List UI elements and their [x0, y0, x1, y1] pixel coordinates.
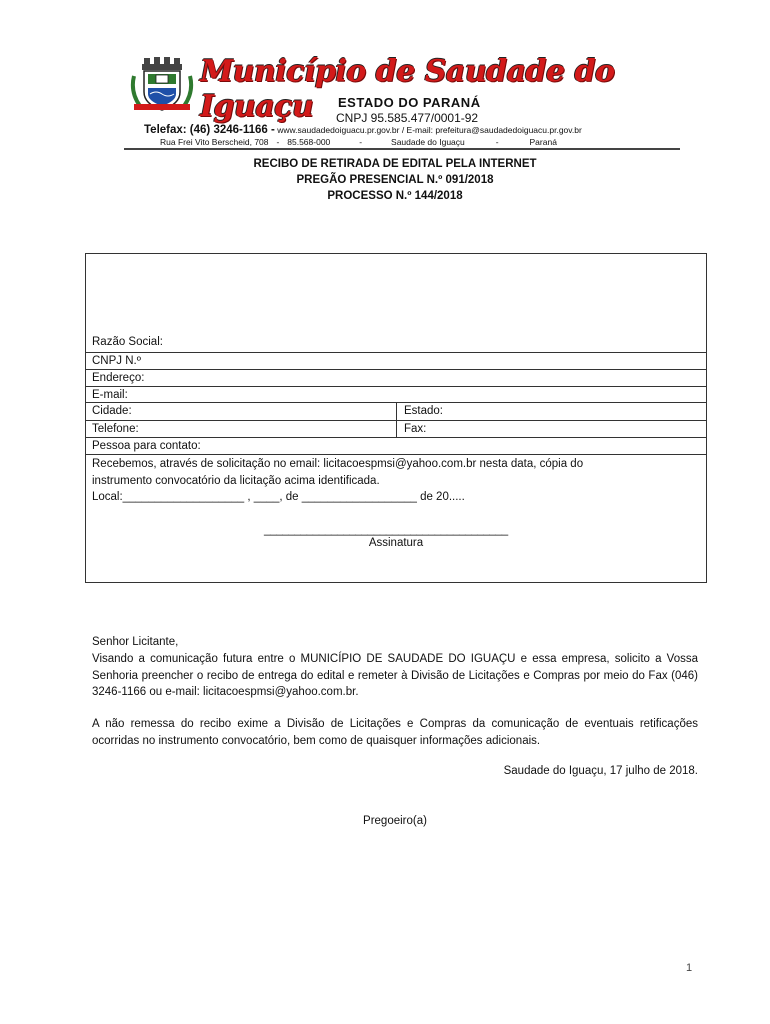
document-date: Saudade do Iguaçu, 17 julho de 2018. — [503, 765, 698, 777]
paragraph-communication: Visando a comunicação futura entre o MUNICÍPIO DE SAUDADE DO IGUAÇU e essa empresa, solicito a Vossa Senhoria preencher o recibo de entrega do edital e remeter à Divisão de Licitações e Compras por meio do Fax (046) 3246-1166 ou e-mail: licitacoespmsi@yahoo.com.br. — [92, 653, 698, 698]
endereco-field[interactable]: Endereço: — [92, 372, 145, 384]
pessoa-contato-field[interactable]: Pessoa para contato: — [92, 440, 201, 452]
signature-line[interactable]: ________________________________________ — [264, 524, 508, 536]
signer-title: Pregoeiro(a) — [363, 815, 427, 827]
telefone-fax-row — [86, 420, 706, 438]
notice-divider — [86, 454, 706, 455]
address-separator: - — [359, 137, 363, 147]
endereco-row — [86, 369, 706, 387]
header-divider — [124, 148, 680, 150]
page-number: 1 — [686, 962, 693, 974]
notice-line-2: instrumento convocatório da licitação acima identificada. — [92, 474, 380, 487]
address-line — [160, 137, 557, 147]
address-state: Paraná — [529, 137, 557, 147]
email-field[interactable]: E-mail: — [92, 389, 128, 401]
title-line-3: PROCESSO N.º 144/2018 — [327, 190, 463, 202]
local-date-field[interactable]: Local:___________________ , ____, de __________________ de 20..... — [92, 491, 465, 503]
fax-field[interactable]: Fax: — [404, 423, 427, 435]
title-line-1: RECIBO DE RETIRADA DE EDITAL PELA INTERNET — [253, 158, 537, 170]
column-divider — [396, 403, 397, 421]
email-row — [86, 386, 706, 403]
address-separator: - — [276, 137, 280, 147]
municipal-coat-of-arms-icon — [128, 54, 196, 116]
paragraph-notice: A não remessa do recibo exime a Divisão de Licitações e Compras da comunicação de eventuais retificações ocorridas no instrumento convocatório, bem como de quaisquer informações adicionais. — [92, 718, 698, 747]
receipt-form — [85, 253, 707, 583]
signature-label: Assinatura — [368, 537, 424, 549]
telefone-field[interactable]: Telefone: — [92, 423, 139, 435]
document-title — [0, 156, 770, 204]
header-email: / E-mail: prefeitura@saudadedoiguacu.pr.gov.br — [401, 125, 582, 135]
address-city: Saudade do Iguaçu — [391, 137, 465, 147]
estado-field[interactable]: Estado: — [404, 405, 443, 417]
state-name: ESTADO DO PARANÁ — [338, 95, 481, 110]
contact-line — [144, 124, 582, 136]
header-cnpj: CNPJ 95.585.477/0001-92 — [336, 111, 479, 125]
address-street: Rua Frei Vito Berscheid, 708 — [160, 137, 269, 147]
greeting: Senhor Licitante, — [92, 636, 179, 648]
letterhead — [126, 52, 682, 148]
receipt-notice — [92, 456, 692, 506]
notice-line-1: Recebemos, através de solicitação no email: licitacoespmsi@yahoo.com.br nesta data, cópia do — [92, 458, 584, 470]
address-separator: - — [495, 137, 499, 147]
telefax: Telefax: (46) 3246-1166 - — [144, 124, 275, 136]
pessoa-contato-row — [86, 437, 706, 455]
municipality-name: Município de Saudade do Iguaçu — [200, 54, 615, 124]
title-line-2: PREGÃO PRESENCIAL N.º 091/2018 — [296, 174, 494, 186]
cnpj-field[interactable]: CNPJ N.º — [92, 355, 141, 367]
address-zip: 85.568-000 — [287, 137, 331, 147]
cidade-field[interactable]: Cidade: — [92, 405, 132, 417]
cnpj-row — [86, 352, 706, 370]
column-divider — [396, 421, 397, 438]
website-link[interactable]: www.saudadedoiguacu.pr.gov.br — [277, 125, 400, 135]
cidade-estado-row — [86, 402, 706, 421]
razao-social-field[interactable]: Razão Social: — [92, 336, 163, 348]
